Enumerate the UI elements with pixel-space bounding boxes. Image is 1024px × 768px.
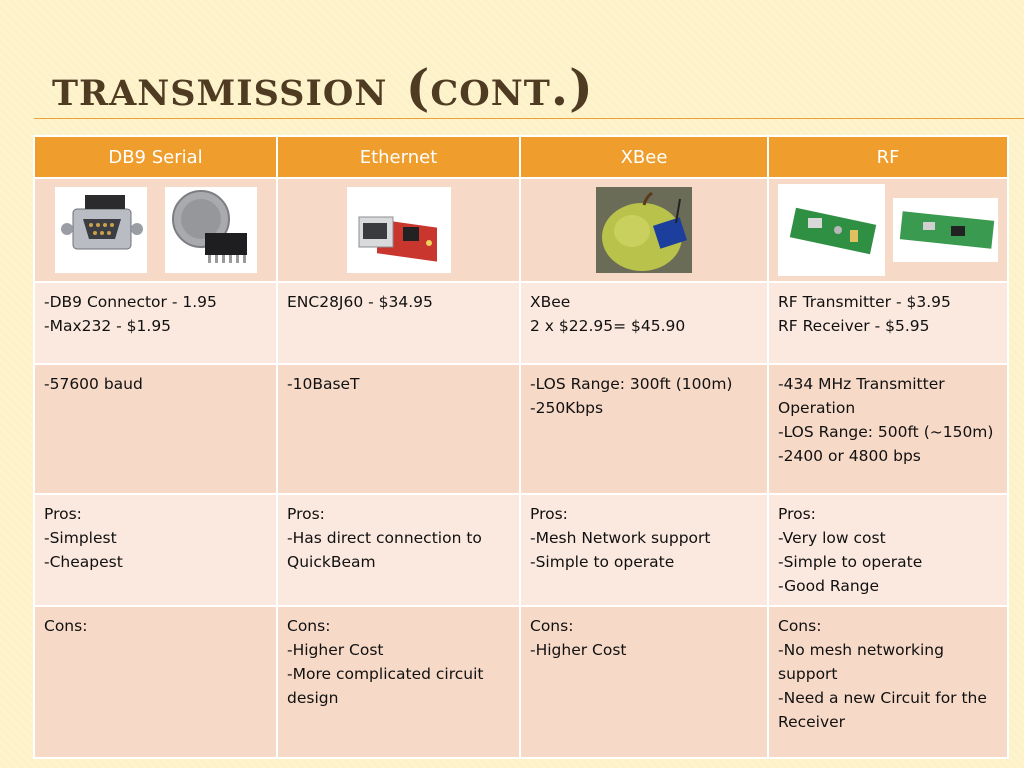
pros-rf-item: -Very low cost (778, 529, 886, 547)
header-xbee: XBee (520, 136, 768, 178)
slide-title: transmission (cont.) (52, 58, 594, 117)
spec-cell-ethernet (277, 364, 520, 494)
spec-xbee-rate: -250Kbps (530, 399, 604, 417)
spec-rf-rate: -2400 or 4800 bps (778, 447, 921, 465)
price-db9-connector: -DB9 Connector - 1.95 (44, 293, 217, 311)
pros-db9-item: -Cheapest (44, 553, 123, 571)
price-rf-transmitter: RF Transmitter - $3.95 (778, 293, 951, 311)
header-row (34, 136, 1008, 178)
spec-rf-range: -LOS Range: 500ft (~150m) (778, 423, 994, 441)
header-ethernet: Ethernet (277, 136, 520, 178)
pros-db9-heading: Pros: (44, 505, 82, 523)
db9-images-cell (34, 178, 277, 282)
cons-cell-db9 (34, 606, 277, 758)
cons-rf-heading: Cons: (778, 617, 822, 635)
cons-cell-rf (768, 606, 1008, 758)
pros-rf-item: -Simple to operate (778, 553, 923, 571)
pros-cell-ethernet (277, 494, 520, 606)
cons-rf-item: -No mesh networking support (778, 641, 944, 683)
price-xbee-total: 2 x $22.95= $45.90 (530, 317, 686, 335)
price-rf-receiver: RF Receiver - $5.95 (778, 317, 930, 335)
title-underline (34, 118, 1024, 119)
spec-xbee-range: -LOS Range: 300ft (100m) (530, 375, 733, 393)
cons-row (34, 606, 1008, 758)
cons-cell-ethernet (277, 606, 520, 758)
price-enc28j60: ENC28J60 - $34.95 (287, 293, 433, 311)
cons-rf-item: -Need a new Circuit for the Receiver (778, 689, 987, 731)
spec-cell-db9 (34, 364, 277, 494)
ethernet-images-cell (277, 178, 520, 282)
pros-ethernet-item: -Has direct connection to QuickBeam (287, 529, 482, 571)
spec-rf-frequency: -434 MHz Transmitter Operation (778, 375, 945, 417)
pros-xbee-item: -Simple to operate (530, 553, 675, 571)
cons-ethernet-item: -More complicated circuit design (287, 665, 484, 707)
price-row (34, 282, 1008, 364)
price-xbee-label: XBee (530, 293, 571, 311)
header-db9-serial: DB9 Serial (34, 136, 277, 178)
rf-receiver-photo (893, 198, 998, 262)
spec-cell-xbee (520, 364, 768, 494)
db9-connector-photo (55, 187, 147, 273)
price-cell-rf (768, 282, 1008, 364)
image-row (34, 178, 1008, 282)
pros-rf-heading: Pros: (778, 505, 816, 523)
spec-row (34, 364, 1008, 494)
xbee-on-apple-photo (596, 187, 692, 273)
pros-cell-rf (768, 494, 1008, 606)
spec-db9-baud: -57600 baud (44, 375, 143, 393)
xbee-images-cell (520, 178, 768, 282)
spec-cell-rf (768, 364, 1008, 494)
rf-images-cell (768, 178, 1008, 282)
price-cell-xbee (520, 282, 768, 364)
pros-rf-item: -Good Range (778, 577, 880, 595)
pros-cell-db9 (34, 494, 277, 606)
comparison-table (33, 135, 1009, 759)
spec-ethernet-standard: -10BaseT (287, 375, 360, 393)
pros-cell-xbee (520, 494, 768, 606)
cons-cell-xbee (520, 606, 768, 758)
pros-ethernet-heading: Pros: (287, 505, 325, 523)
cons-xbee-heading: Cons: (530, 617, 574, 635)
pros-row (34, 494, 1008, 606)
cons-xbee-item: -Higher Cost (530, 641, 627, 659)
pros-db9-item: -Simplest (44, 529, 117, 547)
quarter-and-chip-photo (165, 187, 257, 273)
pros-xbee-item: -Mesh Network support (530, 529, 711, 547)
pros-xbee-heading: Pros: (530, 505, 568, 523)
cons-ethernet-item: -Higher Cost (287, 641, 384, 659)
cons-ethernet-heading: Cons: (287, 617, 331, 635)
header-rf: RF (768, 136, 1008, 178)
price-cell-db9 (34, 282, 277, 364)
enc28j60-board-photo (347, 187, 451, 273)
price-max232: -Max232 - $1.95 (44, 317, 172, 335)
rf-transmitter-photo (778, 184, 885, 276)
price-cell-ethernet (277, 282, 520, 364)
cons-db9-heading: Cons: (44, 617, 88, 635)
